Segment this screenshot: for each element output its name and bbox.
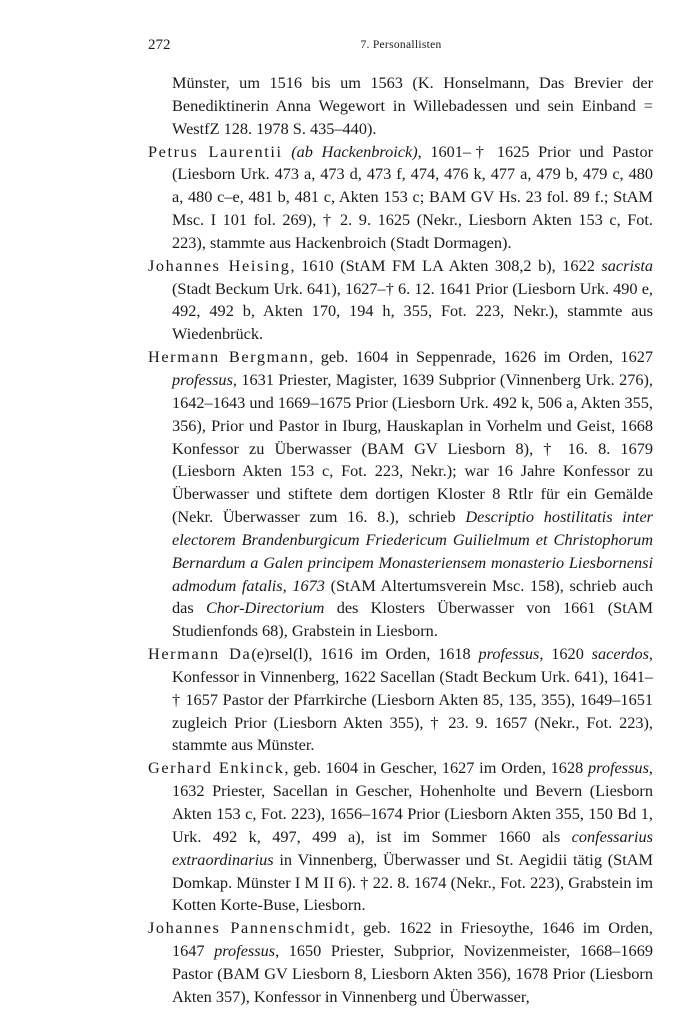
person-entry	[148, 757, 653, 917]
entry-text: des Klosters Überwasser von 1661 (StAM Studienfonds 68), Grabstein in Liesborn.	[172, 598, 653, 641]
entry-text: , 1610 (StAM FM LA Akten 308,2 b), 1622	[290, 255, 602, 275]
person-name: Johannes Heising	[148, 255, 291, 275]
entry-text: , 1631 Priester, Magister, 1639 Subprior (Vinnenberg Urk. 276), 1642–1643 und 1669–1675 Prior (Liesborn Urk. 492 k, 506 a, Akten 355, 356), Prior und Pastor in Iburg, Hauskaplan in Vorhelm und Geist, 1668 Konfessor zu Überwasser (BAM GV Liesborn 8), † 16. 8. 1679 (Liesborn Akten 153 c, Fot. 223, Nekr.); war 16 Jahre Konfessor zu Überwasser und stiftete dem dortigen Kloster 8 Rtlr für ein Gemälde (Nekr. Überwasser zum 16. 8.), schrieb	[172, 369, 653, 527]
entry-text: (StAM Altertumsverein Msc. 158), schrieb auch das	[172, 575, 653, 618]
entry-text	[283, 142, 292, 161]
person-entry	[148, 917, 653, 1008]
latin-term: sacerdos	[591, 644, 649, 664]
person-entry	[148, 141, 653, 255]
entry-text: , 1616 im Orden, 1618	[308, 644, 479, 664]
person-name: Petrus Laurentii	[148, 141, 283, 161]
person-entry	[148, 346, 653, 643]
personnel-list	[148, 72, 653, 1009]
entry-text: (Stadt Beckum Urk. 641), 1627–† 6. 12. 1641 Prior (Liesborn Urk. 490 e, 492, 492 b, Akten 170, 194 h, 355, Fot. 223, Nekr.), stammte aus Wiedenbrück.	[172, 278, 653, 344]
entry-text: , 1650 Priester, Subprior, Novizenmeister, 1668–1669 Pastor (BAM GV Liesborn 8, Liesborn Akten 356), 1678 Prior (Liesborn Akten 357), Konfessor in Vinnenberg und Überwasser,	[172, 941, 653, 1006]
person-name: Hermann Da	[148, 644, 252, 664]
entry-text: in Vinnenberg, Überwasser und St. Aegidii tätig (StAM Domkap. Münster I M II 6). † 22. 8. 1674 (Nekr., Fot. 223), Grabstein im Kotten Korte-Buse, Liesborn.	[172, 849, 653, 915]
person-name: Johannes Pannenschmidt	[148, 918, 351, 938]
entry-text: , Konfessor in Vinnenberg, 1622 Sacellan (Stadt Beckum Urk. 641), 1641–† 1657 Pastor der Pfarrkirche (Liesborn Akten 85, 135, 355), 1649–1651 zugleich Prior (Liesborn Akten 355), † 23. 9. 1657 (Nekr., Fot. 223), stammte aus Münster.	[172, 644, 653, 755]
person-name: Hermann Bergmann	[148, 347, 310, 367]
latin-term: sacrista	[601, 255, 653, 275]
entry-text: , 1620	[539, 644, 592, 664]
section-title: 7. Personallisten	[360, 39, 442, 51]
page-number: 272	[148, 37, 171, 53]
latin-term: confessarius extraordinarius	[172, 826, 653, 869]
latin-term: (ab Hackenbroick)	[291, 141, 418, 161]
entry-text: , geb. 1604 in Seppenrade, 1626 im Orden, 1627	[309, 347, 653, 367]
entry-text: Münster, um 1516 bis um 1563 (K. Honselmann, Das Brevier der Benediktinerin Anna Wegewort in Willebadessen und sein Einband = WestfZ 128. 1978 S. 435–440).	[172, 73, 653, 138]
latin-term: Descriptio hostilitatis inter electorem Brandenburgicum Friedericum Guilielmum et Christophorum Bernardum a Galen principem Monasteriensem monasterio Liesbornensi admodum fatalis, 1673	[172, 507, 654, 595]
latin-term: professus	[214, 941, 276, 961]
entry-text: , 1601–† 1625 Prior und Pastor (Liesborn Urk. 473 a, 473 d, 473 f, 474, 476 k, 477 a, 479 b, 479 c, 480 a, 480 c–e, 481 b, 481 c, Akten 153 c; BAM GV Hs. 23 fol. 89 f.; StAM Msc. I 101 fol. 269), † 2. 9. 1625 (Nekr., Liesborn Akten 153 c, Fot. 223), stammte aus Hackenbroich (Stadt Dormagen).	[172, 141, 654, 252]
entry-text: , 1632 Priester, Sacellan in Gescher, Hohenholte und Bevern (Liesborn Akten 153 c, Fot. 223), 1656–1674 Prior (Liesborn Akten 355, 150 Bd 1, Urk. 492 k, 497, 499 a), ist im Sommer 1660 als	[172, 758, 653, 846]
running-head	[148, 37, 654, 57]
person-name-suffix: (e)rsel(l)	[251, 644, 309, 664]
latin-term: professus	[478, 644, 540, 664]
entry-text: , geb. 1604 in Gescher, 1627 im Orden, 1628	[284, 758, 588, 778]
entry-continuation	[148, 72, 653, 141]
person-name: Gerhard Enkinck	[148, 758, 285, 778]
latin-term: professus	[172, 369, 233, 389]
latin-term: professus	[588, 758, 649, 778]
entry-text: , geb. 1622 in Friesoythe, 1646 im Orden, 1647	[172, 918, 653, 961]
person-entry	[148, 255, 653, 346]
latin-term: Chor-Directorium	[205, 598, 325, 618]
person-entry	[148, 643, 653, 757]
